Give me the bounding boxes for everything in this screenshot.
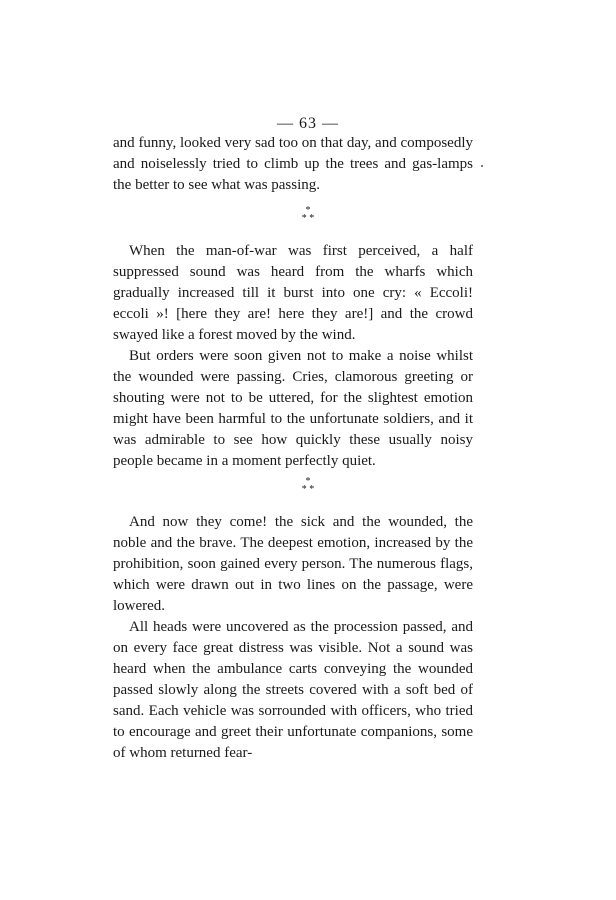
paragraph-1: and funny, looked very sad too on that day, and composedly and noiselessly tried to climb up the trees and gas-lamps the better to see what was passing.	[113, 135, 473, 193]
text-block-top	[113, 133, 473, 196]
page-number: — 63 —	[277, 115, 339, 132]
paragraph-2: When the man-of-war was first perceived, a half suppressed sound was heard from the wharfs which gradually increased till it burst into one cry: « Eccoli! eccoli »! [here they are! here they are!] and the crowd swayed like a forest moved by the wind.	[113, 243, 473, 343]
section-break-asterism: * * *	[301, 205, 315, 224]
paragraph-4: And now they come! the sick and the wounded, the noble and the brave. The deepest emotion, increased by the prohibition, soon gained every person. The numerous flags, which were drawn out in two lines on the passage, were lowered.	[113, 514, 473, 614]
text-block-middle	[113, 241, 473, 472]
section-break-asterism: * * *	[301, 476, 315, 495]
text-block-bottom	[113, 512, 473, 764]
print-speck	[481, 165, 483, 167]
paragraph-5: All heads were uncovered as the procession passed, and on every face great distress was visible. Not a sound was heard when the ambulance carts conveying the wounded passed slowly along the streets covered with a soft bed of sand. Each vehicle was sorrounded with officers, who tried to encourage and greet their unfortunate companions, some of whom returned fear-	[113, 619, 473, 761]
paragraph-3: But orders were soon given not to make a noise whilst the wounded were passing. Cries, clamorous greeting or shouting were not to be uttered, for the slightest emotion might have been harmful to the unfortunate soldiers, and it was admirable to see how quickly these usually noisy people became in a moment perfectly quiet.	[113, 348, 473, 469]
